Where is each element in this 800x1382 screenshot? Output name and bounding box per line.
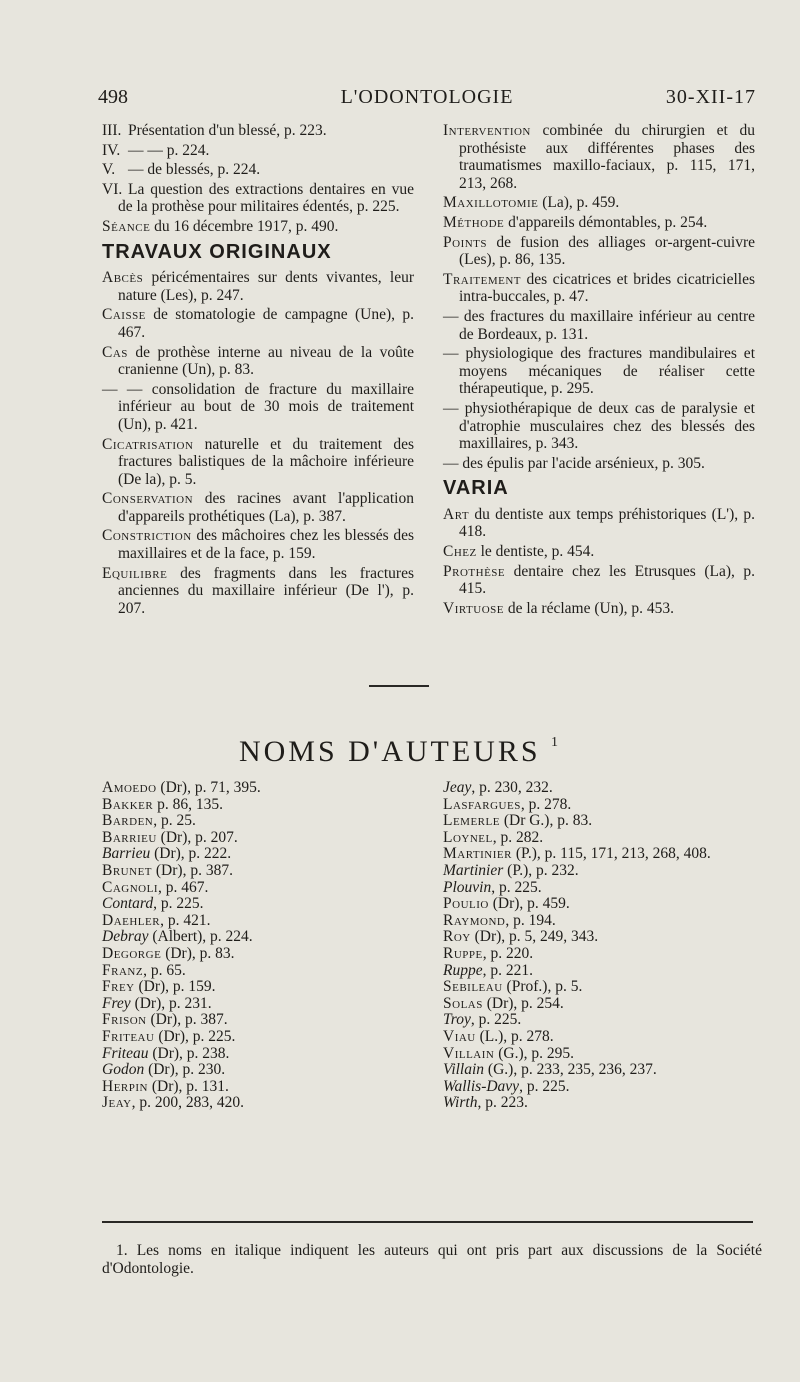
author-entry bbox=[102, 996, 412, 1013]
author-entry bbox=[102, 1095, 412, 1112]
entry-text: — physiologique des fractures mandibulaires et moyens mécaniques de réaliser cette thérapeutique, p. 295. bbox=[443, 345, 755, 398]
entry-keyword: Caisse bbox=[102, 306, 146, 324]
entry-text: de prothèse interne au niveau de la voûte cranienne (Un), p. 83. bbox=[118, 343, 414, 379]
author-entry bbox=[102, 1029, 412, 1046]
author-entry bbox=[102, 963, 412, 980]
author-entry bbox=[443, 1046, 763, 1063]
author-name: Friteau bbox=[102, 1027, 155, 1045]
author-pages: (G.), p. 233, 235, 236, 237. bbox=[487, 1061, 657, 1079]
entry-text: de stomatologie de campagne (Une), p. 467. bbox=[118, 306, 415, 341]
author-name: Viau bbox=[443, 1027, 476, 1045]
author-entry bbox=[443, 929, 763, 946]
author-name: Villain bbox=[443, 1044, 495, 1062]
author-entry bbox=[102, 1079, 412, 1096]
author-name: Barrieu bbox=[102, 828, 157, 846]
author-entry bbox=[102, 1062, 412, 1079]
author-name: Plouvin bbox=[443, 878, 492, 896]
author-pages: p. 86, 135. bbox=[157, 795, 223, 813]
author-entry bbox=[102, 780, 412, 797]
author-pages: (Dr), p. 83. bbox=[165, 944, 235, 962]
author-name: Raymond bbox=[443, 911, 506, 929]
author-entry bbox=[443, 797, 763, 814]
entry-keyword: Abcès bbox=[102, 269, 144, 287]
author-name: Amoedo bbox=[102, 779, 157, 796]
author-entry bbox=[102, 830, 412, 847]
travaux-entries bbox=[102, 269, 414, 617]
author-name: Brunet bbox=[102, 861, 153, 879]
author-name: Jeay bbox=[102, 1094, 132, 1112]
section-title-varia: VARIA bbox=[443, 477, 509, 500]
author-pages: (Dr), p. 387. bbox=[155, 861, 233, 879]
entry-text: — — consolidation de fracture du maxillaire inférieur au bout de 30 mois de traitement (Un), p. 421. bbox=[102, 380, 414, 433]
author-entry bbox=[102, 813, 412, 830]
author-name: Lemerle bbox=[443, 812, 500, 830]
author-pages: , p. 221. bbox=[482, 961, 533, 979]
right-column bbox=[443, 122, 755, 619]
entry-text: naturelle et du traitement des fractures balistiques de la mâchoire inférieure (De la), p. 5. bbox=[118, 435, 415, 488]
author-entry bbox=[443, 896, 763, 913]
journal-title: L'ODONTOLOGIE bbox=[340, 86, 514, 108]
entry-keyword: Points bbox=[443, 233, 488, 251]
entry-text: le dentiste, p. 454. bbox=[480, 543, 595, 561]
author-pages: (Dr), p. 5, 249, 343. bbox=[474, 928, 599, 946]
author-entry bbox=[102, 913, 412, 930]
author-name: Herpin bbox=[102, 1077, 148, 1095]
entry-keyword: Maxillotomie bbox=[443, 194, 539, 212]
entry-text: La question des extractions dentaires en vue de la prothèse pour militaires édentés, p. 225. bbox=[118, 180, 414, 216]
entry-text: de la réclame (Un), p. 453. bbox=[507, 599, 674, 617]
author-pages: , p. 225. bbox=[470, 1011, 522, 1029]
running-header bbox=[98, 84, 756, 114]
author-entry bbox=[443, 979, 763, 996]
entry-keyword: Intervention bbox=[443, 122, 531, 139]
author-entry bbox=[443, 780, 763, 797]
author-name: Godon bbox=[102, 1061, 145, 1079]
author-pages: , p. 230, 232. bbox=[471, 779, 553, 796]
index-entry bbox=[443, 122, 755, 192]
index-entry bbox=[443, 234, 755, 269]
entry-keyword: Séance bbox=[102, 217, 151, 235]
page-number: 498 bbox=[98, 86, 128, 108]
issue-date: 30-XII-17 bbox=[665, 86, 756, 108]
index-entry bbox=[443, 345, 755, 398]
entry-text: des racines avant l'application d'appareils prothétiques (La), p. 387. bbox=[118, 490, 414, 525]
entry-keyword: Constriction bbox=[102, 527, 192, 545]
author-name: Wirth bbox=[443, 1094, 478, 1112]
index-entry bbox=[102, 218, 414, 236]
author-pages: (Dr), p. 225. bbox=[158, 1027, 236, 1045]
index-entry bbox=[102, 436, 414, 489]
author-pages: (Dr), p. 387. bbox=[150, 1011, 228, 1029]
entry-text: du 16 décembre 1917, p. 490. bbox=[154, 217, 339, 235]
author-pages: (Dr), p. 159. bbox=[138, 978, 216, 996]
entry-number: V. bbox=[102, 161, 116, 179]
entry-text: combinée du chirurgien et du prothésiste aux différentes phases des traumatismes maxillo-faciaux, p. 115, 171, 213, 268. bbox=[459, 122, 755, 192]
author-entry bbox=[443, 1079, 763, 1096]
author-pages: , p. 194. bbox=[505, 911, 556, 929]
entry-number: III. bbox=[102, 122, 122, 139]
entry-keyword: Cicatrisation bbox=[102, 435, 194, 453]
index-entry bbox=[102, 269, 414, 304]
authors-right-list bbox=[443, 780, 763, 1112]
entry-keyword: Traitement bbox=[443, 270, 522, 288]
author-pages: (Dr), p. 238. bbox=[152, 1044, 230, 1062]
footnote: 1. Les noms en italique indiquent les auteurs qui ont pris part aux discussions de la Société d'Odontologie. bbox=[102, 1242, 762, 1277]
author-pages: (L.), p. 278. bbox=[479, 1027, 554, 1045]
index-entry bbox=[102, 527, 414, 562]
author-entry bbox=[102, 1012, 412, 1029]
author-entry bbox=[102, 880, 412, 897]
author-entry bbox=[102, 929, 412, 946]
author-name: Lasfargues bbox=[443, 795, 521, 813]
index-entry bbox=[102, 565, 414, 618]
session-entries bbox=[102, 122, 414, 236]
entry-keyword: Prothèse bbox=[443, 562, 506, 580]
entry-text: — de blessés, p. 224. bbox=[128, 161, 261, 179]
entry-text: Présentation d'un blessé, p. 223. bbox=[128, 122, 327, 139]
author-pages: (Dr), p. 71, 395. bbox=[160, 779, 261, 796]
author-entry bbox=[102, 797, 412, 814]
entry-text: dentaire chez les Etrusques (La), p. 415. bbox=[459, 562, 756, 598]
author-name: Troy bbox=[443, 1011, 471, 1029]
author-name: Debray bbox=[102, 928, 149, 946]
index-entry bbox=[443, 308, 755, 343]
author-pages: , p. 278. bbox=[520, 795, 572, 813]
author-name: Solas bbox=[443, 994, 483, 1012]
entry-text: des cicatrices et brides cicatricielles intra-buccales, p. 47. bbox=[459, 270, 755, 306]
author-name: Sebileau bbox=[443, 978, 503, 996]
author-entry bbox=[102, 979, 412, 996]
index-entry bbox=[443, 543, 755, 561]
section-title-travaux: TRAVAUX ORIGINAUX bbox=[102, 240, 332, 263]
author-pages: (P.), p. 232. bbox=[507, 861, 579, 879]
entry-keyword: Conservation bbox=[102, 490, 194, 508]
entry-text: — des épulis par l'acide arsénieux, p. 305. bbox=[443, 454, 705, 472]
author-pages: (Albert), p. 224. bbox=[152, 928, 253, 946]
index-entry bbox=[102, 381, 414, 434]
entry-keyword: Art bbox=[443, 505, 470, 523]
author-name: Cagnoli bbox=[102, 878, 158, 896]
entry-number: IV. bbox=[102, 141, 121, 159]
entry-keyword: Cas bbox=[102, 343, 128, 361]
left-column bbox=[102, 122, 414, 619]
entry-text: des fragments dans les fractures anciennes du maxillaire inférieur (De l'), p. 207. bbox=[118, 564, 414, 617]
author-pages: , p. 220. bbox=[482, 944, 534, 962]
author-entry bbox=[102, 846, 412, 863]
author-pages: (Prof.), p. 5. bbox=[506, 978, 583, 996]
entry-text: (La), p. 459. bbox=[542, 194, 620, 212]
authors-left-list bbox=[102, 780, 412, 1112]
author-pages: (Dr), p. 207. bbox=[160, 828, 238, 846]
author-pages: , p. 65. bbox=[143, 961, 186, 979]
index-entry bbox=[443, 506, 755, 541]
index-entry bbox=[443, 455, 755, 473]
entry-text: d'appareils démontables, p. 254. bbox=[508, 213, 708, 231]
index-entry bbox=[102, 344, 414, 379]
footnote-mark: 1 bbox=[551, 735, 562, 750]
author-pages: , p. 225. bbox=[519, 1077, 570, 1095]
index-entry bbox=[102, 490, 414, 525]
author-entry bbox=[443, 880, 763, 897]
author-name: Bakker bbox=[102, 795, 154, 813]
author-pages: , p. 282. bbox=[492, 828, 544, 846]
author-pages: (Dr), p. 254. bbox=[486, 994, 564, 1012]
author-name: Villain bbox=[443, 1061, 485, 1079]
author-entry bbox=[443, 963, 763, 980]
author-pages: (Dr), p. 459. bbox=[492, 895, 570, 913]
travaux-entries-continued bbox=[443, 122, 755, 472]
author-name: Degorge bbox=[102, 944, 162, 962]
author-entry bbox=[443, 913, 763, 930]
index-entry bbox=[102, 122, 414, 140]
entry-keyword: Virtuose bbox=[443, 599, 504, 617]
author-entry bbox=[102, 896, 412, 913]
author-name: Contard bbox=[102, 895, 154, 913]
author-entry bbox=[443, 830, 763, 847]
varia-entries bbox=[443, 506, 755, 618]
author-name: Barden bbox=[102, 812, 154, 830]
author-entry bbox=[443, 1029, 763, 1046]
entry-text: des mâchoires chez les blessés des maxillaires et de la face, p. 159. bbox=[118, 527, 415, 563]
author-pages: , p. 225. bbox=[491, 878, 542, 896]
index-entry bbox=[102, 306, 414, 341]
author-pages: , p. 25. bbox=[153, 812, 196, 830]
entry-text: péricémentaires sur dents vivantes, leur nature (Les), p. 247. bbox=[118, 269, 414, 304]
index-entry bbox=[443, 563, 755, 598]
entry-keyword: Equilibre bbox=[102, 564, 168, 582]
author-pages: (Dr), p. 131. bbox=[151, 1077, 229, 1095]
author-pages: , p. 200, 283, 420. bbox=[131, 1094, 245, 1112]
entry-text: — — p. 224. bbox=[128, 141, 210, 159]
author-name: Jeay bbox=[443, 779, 472, 796]
author-entry bbox=[443, 996, 763, 1013]
author-name: Daehler bbox=[102, 911, 161, 929]
author-pages: , p. 223. bbox=[477, 1094, 528, 1112]
index-entry bbox=[102, 161, 414, 179]
author-entry bbox=[443, 863, 763, 880]
author-name: Loynel bbox=[443, 828, 493, 846]
section-divider bbox=[369, 685, 429, 687]
entry-text: — physiothérapique de deux cas de paralysie et d'atrophie musculaires chez des blessés des maxillaires, p. 343. bbox=[443, 399, 755, 453]
index-entry bbox=[443, 600, 755, 618]
author-name: Frey bbox=[102, 994, 131, 1012]
author-pages: (P.), p. 115, 171, 213, 268, 408. bbox=[515, 845, 711, 863]
index-entry bbox=[443, 400, 755, 453]
author-name: Ruppe bbox=[443, 944, 483, 962]
entry-text: — des fractures du maxillaire inférieur au centre de Bordeaux, p. 131. bbox=[443, 307, 755, 343]
author-name: Roy bbox=[443, 928, 471, 946]
authors-title-text: NOMS D'AUTEURS bbox=[238, 735, 541, 768]
authors-title bbox=[0, 735, 800, 769]
author-pages: (Dr), p. 231. bbox=[134, 994, 212, 1012]
author-entry bbox=[443, 1012, 763, 1029]
index-entry bbox=[102, 181, 414, 216]
author-pages: , p. 467. bbox=[158, 878, 209, 896]
index-entry bbox=[443, 194, 755, 212]
author-name: Franz bbox=[102, 961, 144, 979]
author-pages: (G.), p. 295. bbox=[498, 1044, 575, 1062]
author-entry bbox=[102, 1046, 412, 1063]
author-pages: , p. 225. bbox=[153, 895, 204, 913]
author-pages: (Dr), p. 222. bbox=[154, 845, 232, 863]
author-entry bbox=[443, 846, 763, 863]
author-pages: (Dr), p. 230. bbox=[148, 1061, 226, 1079]
author-pages: , p. 421. bbox=[160, 911, 211, 929]
entry-number: VI. bbox=[102, 180, 123, 198]
index-entry bbox=[443, 271, 755, 306]
entry-keyword: Méthode bbox=[443, 213, 505, 231]
author-name: Martinier bbox=[443, 861, 504, 879]
index-entry bbox=[102, 142, 414, 160]
author-name: Frison bbox=[102, 1011, 147, 1029]
author-entry bbox=[443, 1095, 763, 1112]
author-entry bbox=[443, 1062, 763, 1079]
author-entry bbox=[443, 813, 763, 830]
author-entry bbox=[102, 946, 412, 963]
footnote-rule bbox=[102, 1221, 753, 1223]
author-name: Barrieu bbox=[102, 845, 151, 863]
author-name: Friteau bbox=[102, 1044, 149, 1062]
author-name: Ruppe bbox=[443, 961, 483, 979]
index-entry bbox=[443, 214, 755, 232]
author-entry bbox=[443, 946, 763, 963]
author-name: Martinier bbox=[443, 845, 512, 863]
author-name: Poulio bbox=[443, 895, 489, 913]
entry-keyword: Chez bbox=[443, 543, 477, 561]
author-name: Wallis-Davy bbox=[443, 1077, 520, 1095]
entry-text: du dentiste aux temps préhistoriques (L'), p. 418. bbox=[459, 505, 756, 541]
entry-text: de fusion des alliages or-argent-cuivre (Les), p. 86, 135. bbox=[459, 233, 756, 269]
author-name: Frey bbox=[102, 978, 135, 996]
author-entry bbox=[102, 863, 412, 880]
author-pages: (Dr G.), p. 83. bbox=[503, 812, 593, 830]
